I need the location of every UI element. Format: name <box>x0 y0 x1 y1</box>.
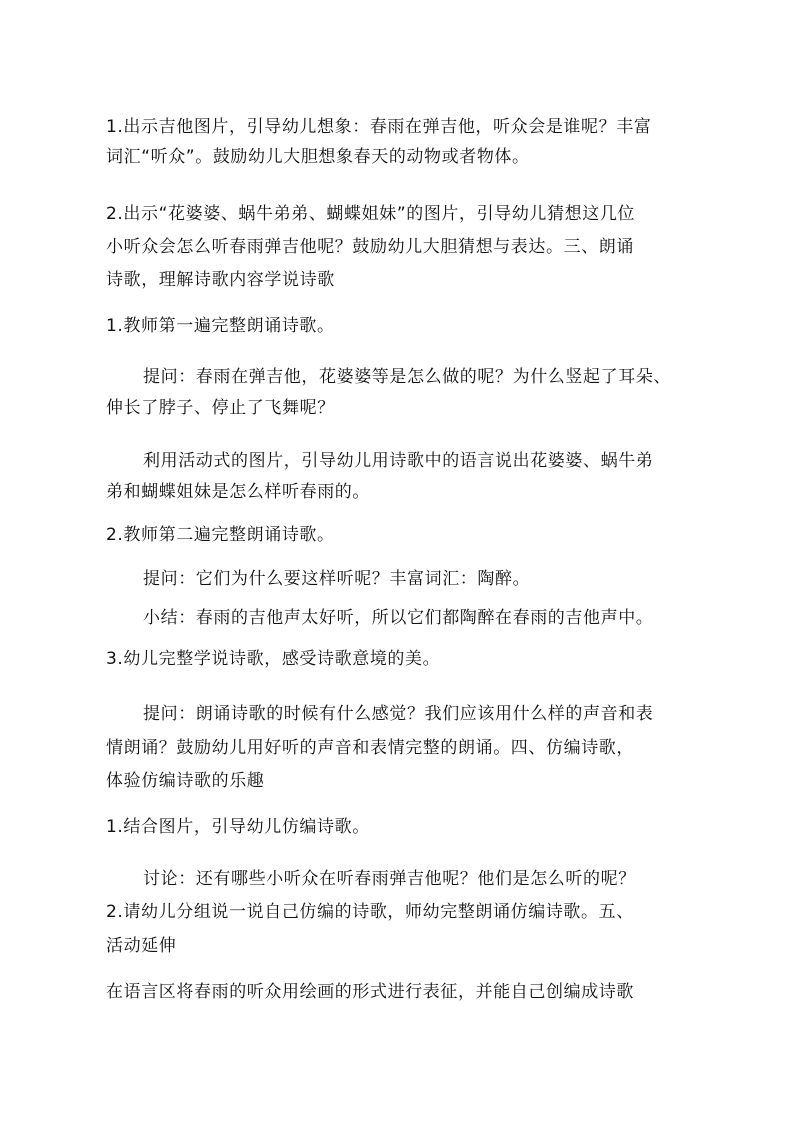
text-line: 讨论：还有哪些小听众在听春雨弹吉他呢？他们是怎么听的呢？ <box>143 869 636 889</box>
text-line: 3.幼儿完整学说诗歌，感受诗歌意境的美。 <box>106 649 441 669</box>
text-line: 小听众会怎么听春雨弹吉他呢？鼓励幼儿大胆猜想与表达。三、朗诵 <box>106 237 634 257</box>
text-line: 活动延伸 <box>106 936 177 956</box>
text-line: 2.请幼儿分组说一说自己仿编的诗歌，师幼完整朗诵仿编诗歌。五、 <box>106 902 634 922</box>
text-line: 词汇“听众”。鼓励幼儿大胆想象春天的动物或者物体。 <box>106 147 530 167</box>
text-line: 体验仿编诗歌的乐趣 <box>106 771 265 791</box>
text-line: 小结：春雨的吉他声太好听，所以它们都陶醉在春雨的吉他声中。 <box>143 608 654 628</box>
text-line: 利用活动式的图片，引导幼儿用诗歌中的语言说出花婆婆、蜗牛弟 <box>143 451 654 471</box>
text-line: 伸长了脖子、停止了飞舞呢？ <box>106 398 335 418</box>
text-line: 提问：它们为什么要这样听呢？丰富词汇：陶醉。 <box>143 569 531 589</box>
text-line: 在语言区将春雨的听众用绘画的形式进行表征，并能自己创编成诗歌 <box>106 982 634 1002</box>
text-line: 弟和蝴蝶姐妹是怎么样听春雨的。 <box>106 482 370 502</box>
text-line: 1.出示吉他图片，引导幼儿想象：春雨在弹吉他，听众会是谁呢？丰富 <box>106 117 652 137</box>
text-line: 1.教师第一遍完整朗诵诗歌。 <box>106 316 335 336</box>
text-line: 诗歌，理解诗歌内容学说诗歌 <box>106 270 335 290</box>
text-line: 情朗诵？鼓励幼儿用好听的声音和表情完整的朗诵。四、仿编诗歌， <box>106 738 634 758</box>
text-line: 2.教师第二遍完整朗诵诗歌。 <box>106 525 335 545</box>
text-line: 提问：春雨在弹吉他，花婆婆等是怎么做的呢？为什么竖起了耳朵、 <box>143 367 671 387</box>
text-line: 1.结合图片，引导幼儿仿编诗歌。 <box>106 817 370 837</box>
text-line: 2.出示“花婆婆、蜗牛弟弟、蝴蝶姐妹”的图片，引导幼儿猜想这几位 <box>106 204 636 224</box>
text-line: 提问：朗诵诗歌的时候有什么感觉？我们应该用什么样的声音和表 <box>143 704 654 724</box>
